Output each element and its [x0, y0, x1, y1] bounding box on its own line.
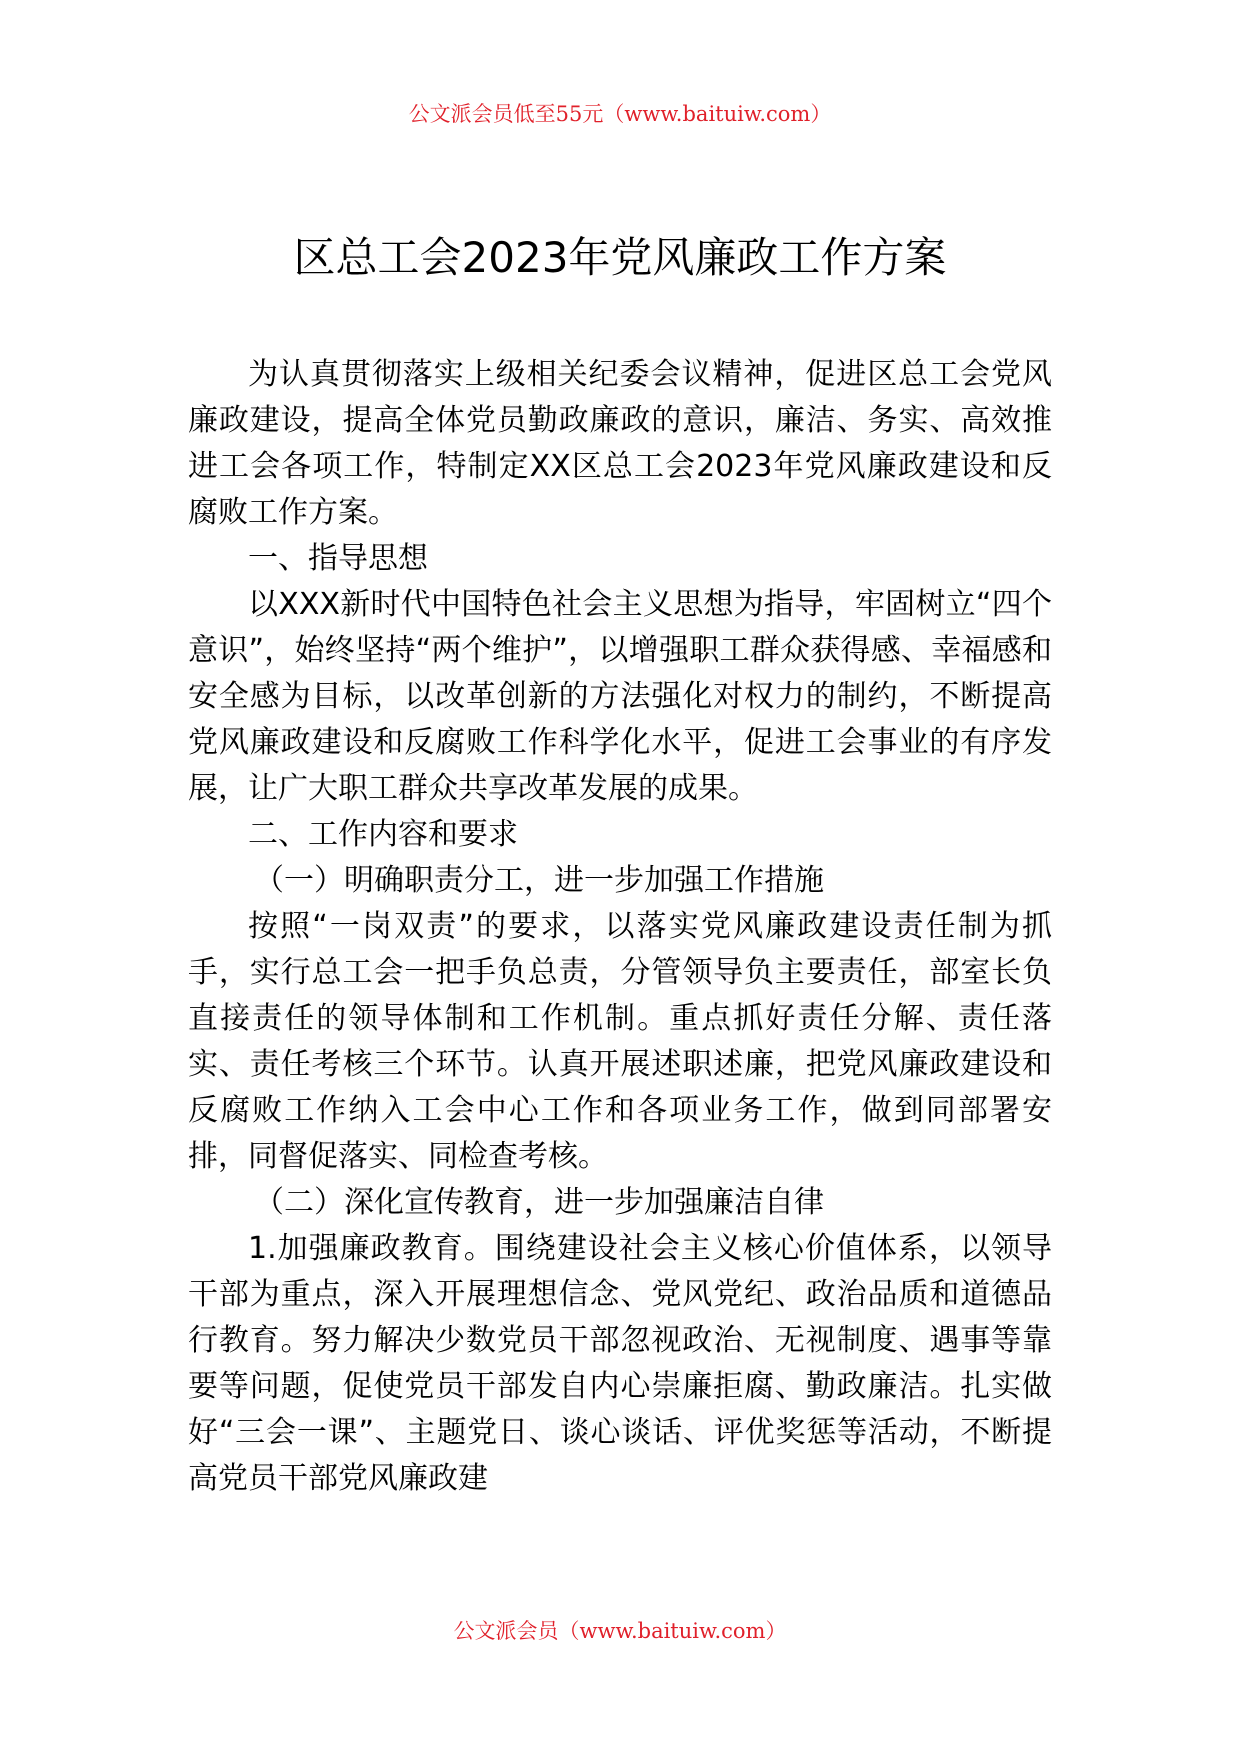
- document-title: 区总工会2023年党风廉政工作方案: [293, 233, 947, 282]
- subsection-heading-education: （二）深化宣传教育，进一步加强廉洁自律: [254, 1185, 824, 1220]
- section-heading-work-content: 二、工作内容和要求: [248, 817, 518, 852]
- document-body: [188, 352, 1052, 1502]
- header-watermark-banner: 公文派会员低至55元（www.baituiw.com）: [408, 102, 832, 126]
- subsection-heading-responsibilities: （一）明确职责分工，进一步加强工作措施: [254, 863, 824, 898]
- education-item-paragraph: 1.加强廉政教育。围绕建设社会主义核心价值体系，以领导干部为重点，深入开展理想信念、党风党纪、政治品质和道德品行教育。努力解决少数党员干部忽视政治、无视制度、遇事等靠要等问题，促使党员干部发自内心崇廉拒腐、勤政廉洁。扎实做好“三会一课”、主题党日、谈心谈话、评优奖惩等活动，不断提高党员干部党风廉政建: [188, 1231, 1052, 1496]
- footer-watermark-banner: 公文派会员（www.baituiw.com）: [453, 1619, 787, 1643]
- section-heading-guiding-ideology: 一、指导思想: [248, 541, 428, 576]
- responsibilities-paragraph: 按照“一岗双责”的要求，以落实党风廉政建设责任制为抓手，实行总工会一把手负总责，分管领导负主要责任，部室长负直接责任的领导体制和工作机制。重点抓好责任分解、责任落实、责任考核三个环节。认真开展述职述廉，把党风廉政建设和反腐败工作纳入工会中心工作和各项业务工作，做到同部署安排，同督促落实、同检查考核。: [188, 909, 1052, 1174]
- guiding-ideology-paragraph: 以XXX新时代中国特色社会主义思想为指导，牢固树立“四个意识”，始终坚持“两个维护”，以增强职工群众获得感、幸福感和安全感为目标，以改革创新的方法强化对权力的制约，不断提高党风廉政建设和反腐败工作科学化水平，促进工会事业的有序发展，让广大职工群众共享改革发展的成果。: [188, 587, 1052, 806]
- intro-paragraph: 为认真贯彻落实上级相关纪委会议精神，促进区总工会党风廉政建设，提高全体党员勤政廉政的意识，廉洁、务实、高效推进工会各项工作，特制定XX区总工会2023年党风廉政建设和反腐败工作方案。: [188, 357, 1052, 530]
